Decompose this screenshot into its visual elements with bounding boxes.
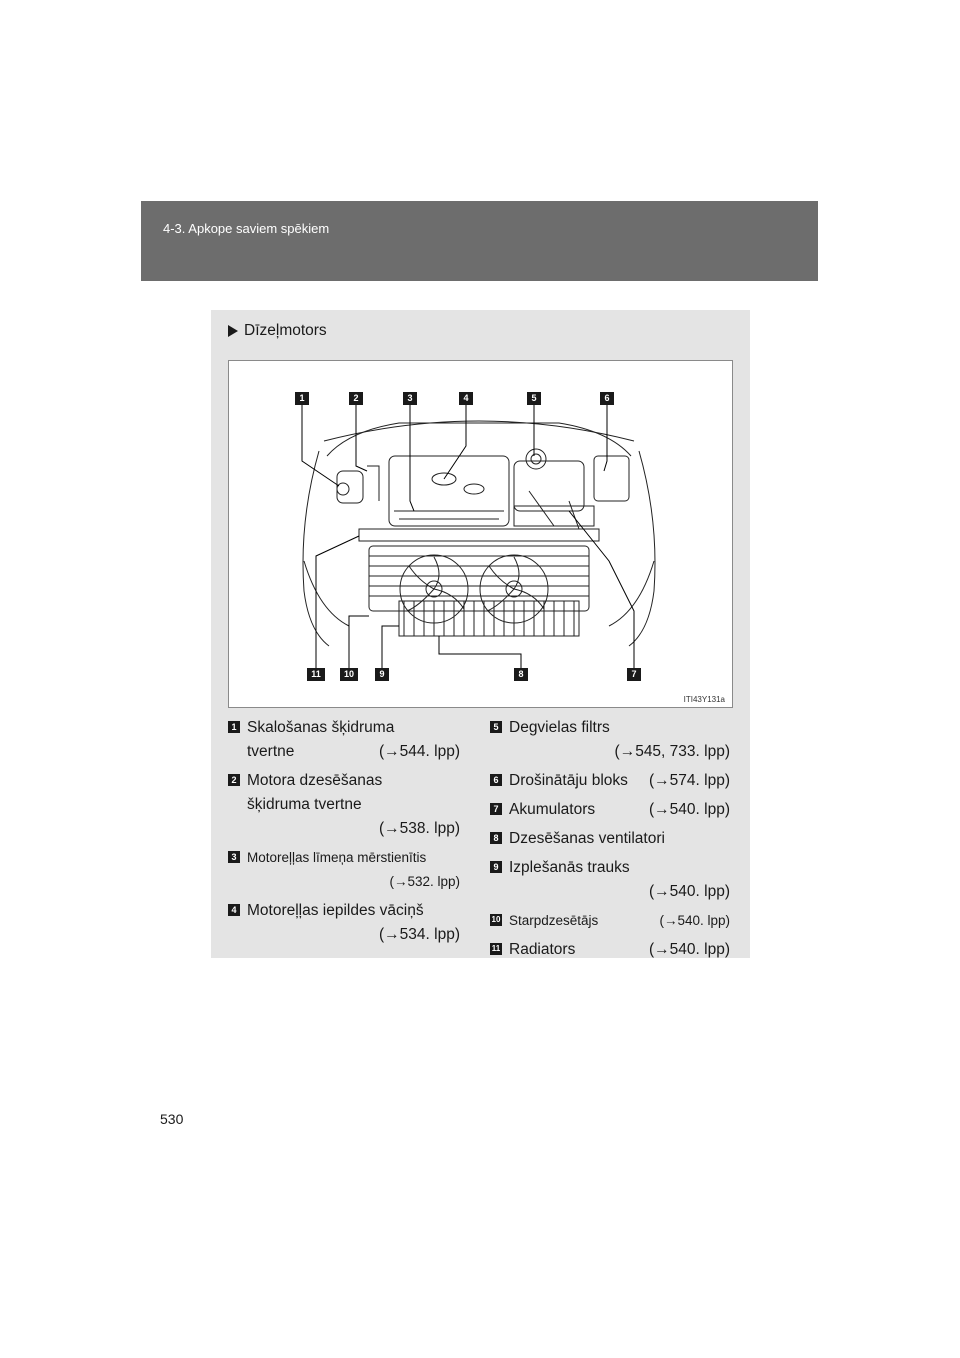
page-reference: (→574. lpp) — [649, 772, 730, 789]
callout-9: 9 — [375, 668, 389, 681]
legend-item-2 — [228, 769, 460, 841]
figure-code: ITI43Y131a — [683, 695, 725, 704]
legend-number: 9 — [490, 861, 502, 873]
page-reference: (→532. lpp) — [389, 874, 460, 889]
legend-label: Motoreļļas iepildes vāciņš — [247, 902, 424, 919]
legend-label: Radiators — [509, 941, 576, 958]
page-reference: (→538. lpp) — [379, 820, 460, 837]
page-reference: (→540. lpp) — [649, 883, 730, 900]
legend-label-cont: tvertne — [247, 743, 295, 760]
legend-label: Izplešanās trauks — [509, 859, 630, 876]
legend-item-7 — [490, 798, 730, 822]
legend-number: 11 — [491, 944, 501, 953]
legend-item-5 — [490, 716, 730, 764]
section-title-text: Dīzeļmotors — [244, 322, 327, 339]
section-title — [228, 322, 327, 340]
page-reference: (→540. lpp) — [659, 913, 730, 928]
legend-label: Motora dzesēšanas — [247, 772, 383, 789]
legend-label-cont: šķidruma tvertne — [247, 796, 362, 813]
legend-number: 8 — [490, 832, 502, 844]
legend-label: Starpdzesētājs — [509, 913, 599, 928]
legend-item-8 — [490, 827, 730, 851]
callout-7: 7 — [627, 668, 641, 681]
callout-10: 10 — [340, 668, 358, 681]
legend-item-4 — [228, 899, 460, 947]
legend-label: Akumulators — [509, 801, 596, 818]
legend-item-11 — [490, 938, 730, 962]
legend-item-1 — [228, 716, 460, 764]
page-reference: (→544. lpp) — [379, 743, 460, 760]
page-reference: (→540. lpp) — [649, 941, 730, 958]
legend-left — [228, 716, 460, 952]
callout-2: 2 — [349, 392, 363, 405]
legend-number: 4 — [228, 904, 240, 916]
callout-6: 6 — [600, 392, 614, 405]
page-reference: (→534. lpp) — [379, 926, 460, 943]
engine-drawing — [229, 361, 732, 707]
callout-5: 5 — [527, 392, 541, 405]
section-header: 4-3. Apkope saviem spēkiem — [163, 221, 330, 236]
legend-item-6 — [490, 769, 730, 793]
legend-number: 6 — [490, 774, 502, 786]
page-reference: (→540. lpp) — [649, 801, 730, 818]
legend-label: Degvielas filtrs — [509, 719, 610, 736]
callout-8: 8 — [514, 668, 528, 681]
header-bar — [141, 201, 818, 281]
triangle-bullet-icon — [228, 325, 238, 337]
legend-item-9 — [490, 856, 730, 904]
callout-3: 3 — [403, 392, 417, 405]
legend-label: Dzesēšanas ventilatori — [509, 830, 665, 847]
legend-label: Skalošanas šķidruma — [247, 719, 395, 736]
page-number: 530 — [160, 1111, 184, 1127]
legend-right — [490, 716, 730, 967]
callout-4: 4 — [459, 392, 473, 405]
legend-item-3 — [228, 846, 460, 894]
engine-illustration — [228, 360, 733, 708]
legend-label: Motoreļļas līmeņa mērstienītis — [247, 850, 427, 865]
legend-number: 3 — [228, 851, 240, 863]
callout-11: 11 — [307, 668, 325, 681]
page-reference: (→545, 733. lpp) — [614, 743, 730, 760]
legend-item-10 — [490, 909, 730, 933]
legend-number: 5 — [490, 721, 502, 733]
callout-1: 1 — [295, 392, 309, 405]
content-panel — [211, 310, 750, 958]
legend-number: 1 — [228, 721, 240, 733]
legend-label: Drošinātāju bloks — [509, 772, 628, 789]
legend-number: 2 — [228, 774, 240, 786]
legend-number: 7 — [490, 803, 502, 815]
legend-number: 10 — [491, 915, 501, 924]
